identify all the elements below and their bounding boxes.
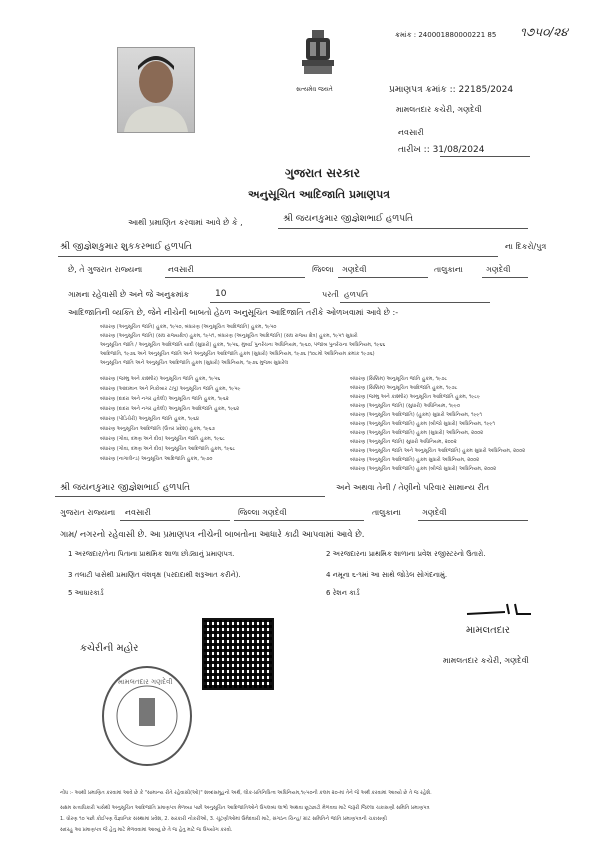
list-item: બંધારણ (અનુસૂચિત આદિજાતિ) (હુકમ) સુધારો અધિનિયમ, ૧૯૯૧ (350, 412, 482, 418)
order-line: અનુસૂચિત જાતિ / અનુસૂચિત આદિજાતિ યાદી (સુધારો) હુકમ, ૧૯૫૬, મુંબઈ પુનર્રચના અધિનિયમ, ૧૯૬૦, પંજાબ પુનર્રચના અધિનિયમ, ૧૯૬૬ (100, 342, 386, 348)
relation-label: ના દિકરો/પુત્ર (505, 242, 547, 251)
list-item: બંધારણ (અનુસૂચિત જાતિ) (સુધારો) અધિનિયમ, ૧૯૯૦ (350, 403, 461, 409)
order-line: બંધારણ (અનુસૂચિત જાતિ) હુકમ, ૧૯૫૦, બંધારણ (અનુસૂચિત આદિજાતિ) હુકમ, ૧૯૫૦ (100, 324, 277, 330)
taluka-value: ગણદેવી (342, 265, 367, 274)
office-seal-stamp-icon (102, 666, 192, 766)
state2-district: નવસારી (125, 508, 151, 517)
certificate-number: પ્રમાણપત્ર ક્રમાંક :: 22185/2024 (389, 85, 514, 95)
order-line: અનુસૂચિત જાતિ અને અનુસૂચિત આદિજાતિ હુકમ (સુધારો) અધિનિયમ, ૧૯૭૬ મુજબ સુધારેલ (100, 360, 289, 366)
taluka-value-2: ગણદેવી (486, 265, 511, 274)
document-item: 6 રેશન કાર્ડ (326, 589, 360, 597)
taluka-label: તાલુકાના (434, 265, 463, 274)
certificate-title: અનુસૂચિત આદિજાતિ પ્રમાણપત્ર (248, 188, 391, 201)
applicant-photo (117, 47, 195, 133)
list-item: બંધારણ (અનુસૂચિત આદિજાતિ) હુકમ સુધારો અધિનિયમ, ૨૦૦૨ (350, 457, 480, 463)
signature-icon (465, 600, 535, 622)
order-list-left (100, 376, 340, 466)
state-line: છે, તે ગુજરાત રાજ્યના (68, 265, 143, 274)
father-name: શ્રી જીજ્ઞેશકુમાર શુકકરભાઈ હળપતિ (60, 242, 192, 252)
taluka2-value: ગણદેવી (422, 508, 447, 517)
government-title: ગુજરાત સરકાર (285, 166, 360, 180)
district-name: નવસારી (398, 128, 424, 137)
barcode-number: ક્રમાંક : 240001880000221 85 (395, 31, 497, 39)
issue-date: તારીખ :: 31/08/2024 (398, 145, 485, 155)
residence-text: અને અથવા તેની / તેણીનો પરિવાર સામાન્ય રીત (336, 483, 490, 492)
list-item: બંધારણ (નાગાલેન્ડ) અનુસૂચિત આદિજાતિ હુકમ, ૧૯૭૦ (100, 456, 213, 462)
footnotes (60, 790, 580, 838)
emblem-caption: સત્યમેવ જયતે (296, 86, 333, 93)
note-line: સદરહુ આ પ્રમાણપત્ર જે હેતુ માટે મેળવવામાં આવ્યું છે તે જ હેતુ માટે જ ઉપયોગ કરવો. (60, 827, 233, 833)
district-label: જિલ્લા (312, 265, 334, 274)
candidate-name-2: શ્રી જયનકુમાર જીજ્ઞેશભાઈ હળપતિ (60, 483, 191, 493)
office-seal-label: કચેરીની મહોર (80, 643, 139, 654)
list-item: બંધારણ (અનુસૂચિત આદિજાતિ) હુકમ (સુધારો) અધિનિયમ, ૨૦૦૨ (350, 430, 484, 436)
list-item: બંધારણ (સિક્કિમ) અનુસૂચિત આદિજાતિ હુકમ, ૧૯૭૮ (350, 385, 458, 391)
note-line: 1. ધોરણ ૧૦ પછી કોઈપણ વૈજ્ઞાનિક સંસ્થામાં પ્રવેશ, 2. સરકારી નોકરીઓ, 3. ચૂંટણીઓમાં ઉમેદવારી માટે, સંગઠન ચિન્હ/ ગ્રાંટ સમિતિને જાતિ પ્રમાણપત્રની ચકાસણી (60, 816, 387, 822)
list-item: બંધારણ (અનુસૂચિત જાતિ) સુધારો અધિનિયમ, ૨૦૦૨ (350, 439, 457, 445)
list-item: બંધારણ (અનુસૂચિત આદિજાતિ) હુકમ (બીજો સુધારો) અધિનિયમ, ૧૯૯૧ (350, 421, 495, 427)
list-item: બંધારણ અનુસૂચિત આદિજાતિ (ઉત્તર પ્રદેશ) હુકમ, ૧૯૬૭ (100, 426, 215, 432)
district2-value: જિલ્લા ગણદેવી (238, 508, 287, 517)
list-item: બંધારણ (પોંડિચેરી) અનુસૂચિત જાતિ હુકમ, ૧૯૬૪ (100, 416, 200, 422)
taluka2-label: તાલુકાના (372, 508, 401, 517)
caste-label: પરતી (322, 290, 339, 299)
handwritten-reference: ૧૭૫૦/૨૪ (520, 25, 568, 39)
list-item: બંધારણ (સિક્કિમ) અનુસૂચિત જાતિ હુકમ, ૧૯૭૮ (350, 376, 448, 382)
candidate-name: શ્રી જયનકુમાર જીજ્ઞેશભાઈ હળપતિ (283, 214, 414, 224)
note-line: નોંધ :- આથી પ્રમાણિત કરવામાં આવે છે કે "સામાન્ય રીતે રહેવાસી(ઓ)" શબ્દસમૂહનો અર્થ, લોક-પ્રતિનિધિત્વ અધિનિયમ,૧૯૫૦ની કલમ ૨૦-માં તેને જે અર્થ કરવામાં આવ્યો છે તે જ રહેશે. (60, 790, 432, 796)
village-line: ગામના રહેવાસી છે અને જે અનુક્રમાંક (68, 290, 190, 299)
qr-code-icon (202, 618, 274, 690)
list-item: બંધારણ (અનુસૂચિત જાતિ અને અનુસૂચિત આદિજાતિ) હુકમ સુધારો અધિનિયમ, ૨૦૦૨ (350, 448, 526, 454)
document-item: 3 તલાટી પાસેથી પ્રમાણિત વંશવૃક્ષ (પરદાદાથી શરૂઆત કરીને). (68, 571, 241, 579)
signatory-designation: મામલતદાર (466, 625, 510, 636)
seal-text: મામલતદાર ગણદેવી (118, 678, 173, 686)
certify-intro: આથી પ્રમાણિત કરવામાં આવે છે કે , (128, 218, 243, 227)
list-item: બંધારણ (જમ્મુ અને કાશ્મીર) અનુસૂચિત આદિજાતિ હુકમ, ૧૯૮૯ (350, 394, 481, 400)
document-item: 2 અરજદારના પ્રાથમિક શાળાના પ્રવેશ રજીસ્ટરનો ઉતારો. (326, 550, 486, 558)
list-item: બંધારણ (દાદરા અને નગર હવેલી) અનુસૂચિત જાતિ હુકમ, ૧૯૬૨ (100, 396, 229, 402)
issuing-office: મામલતદાર કચેરી, ગણદેવી (396, 105, 482, 114)
document-item: 1 અરજદાર/તેના પિતાના પ્રાથમિક શાળા છોડ્યાનું પ્રમાણપત્ર. (68, 550, 235, 558)
state2-label: ગુજરાત રાજ્યના (60, 508, 116, 517)
state-district: નવસારી (168, 265, 194, 274)
national-emblem-icon (292, 28, 344, 83)
list-item: બંધારણ (દાદરા અને નગર હવેલી) અનુસૂચિત આદિજાતિ હુકમ, ૧૯૬૨ (100, 406, 240, 412)
order-list-right (350, 376, 580, 475)
list-item: બંધારણ (અનુસૂચિત આદિજાતિ) હુકમ (બીજો સુધારો) અધિનિયમ, ૨૦૦૨ (350, 466, 497, 472)
list-item: બંધારણ (જમ્મુ અને કાશ્મીર) અનુસૂચિત જાતિ હુકમ, ૧૯૫૬ (100, 376, 221, 382)
constitutional-orders (100, 324, 580, 369)
signatory-office: મામલતદાર કચેરી, ગણદેવી (443, 656, 529, 665)
recognition-text: આદિજાતિની વ્યક્તિ છે, જેને નીચેની બાબતો હેઠળ અનુસૂચિત આદિજાતિ તરીકે ઓળખવામાં આવે છે :- (68, 308, 399, 317)
order-line: આદિજાતિ, ૧૯૭૬ અને અનુસૂચિત જાતિ અને અનુસૂચિત આદિજાતિ હુકમ (સુધારો) અધિનિયમ, ૧૯૭૬ (૧૦૮મો અધિનિયમ ક્રમાંક ૧૯૭૬) (100, 351, 375, 357)
list-item: બંધારણ (ગોવા, દમણ અને દીવ) અનુસૂચિત જાતિ હુકમ, ૧૯૬૮ (100, 436, 225, 442)
caste-name: હળપતિ (344, 290, 369, 299)
list-item: બંધારણ (ગોવા, દમણ અને દીવ) અનુસૂચિત આદિજાતિ હુકમ, ૧૯૬૮ (100, 446, 236, 452)
document-item: 4 નમૂના ૬-૧માં આ સાથે જોડેલ સોગંદનામું. (326, 571, 448, 579)
note-line: સક્ષમ સત્તાધિકારી પાસેથી અનુસૂચિત આદિજાતિ પ્રમાણપત્ર મેળવ્યા પછી અનુસૂચિત આદિજાતિઓને ઉપલબ્ધ લાભો અથવા છૂટછાટો મેળવવા માટે જરૂરી જિલ્લા ચકાસણી સમિતિ પ્રમાણપત્ર (60, 805, 430, 811)
document-item: 5 આધારકાર્ડ (68, 589, 104, 597)
serial-number: 10 (215, 289, 227, 299)
order-line: બંધારણ (અનુસૂચિત જાતિ) (સંઘ રાજ્યક્ષેત્ર) હુકમ, ૧૯૫૧, બંધારણ (અનુસૂચિત આદિજાતિ) (સંઘ રાજ્ય ક્ષેત્ર) હુકમ, ૧૯૫૧ સુધારો (100, 333, 358, 339)
village2-text: ગામ/ નગરનો રહેવાસી છે. આ પ્રમાણપત્ર નીચેની બાબતોના આધારે કાઢી આપવામાં આવે છે. (60, 530, 365, 540)
list-item: બંધારણ (આંદામાન અને નિકોબાર ટાપુ) અનુસૂચિત જાતિ હુકમ, ૧૯૫૯ (100, 386, 241, 392)
